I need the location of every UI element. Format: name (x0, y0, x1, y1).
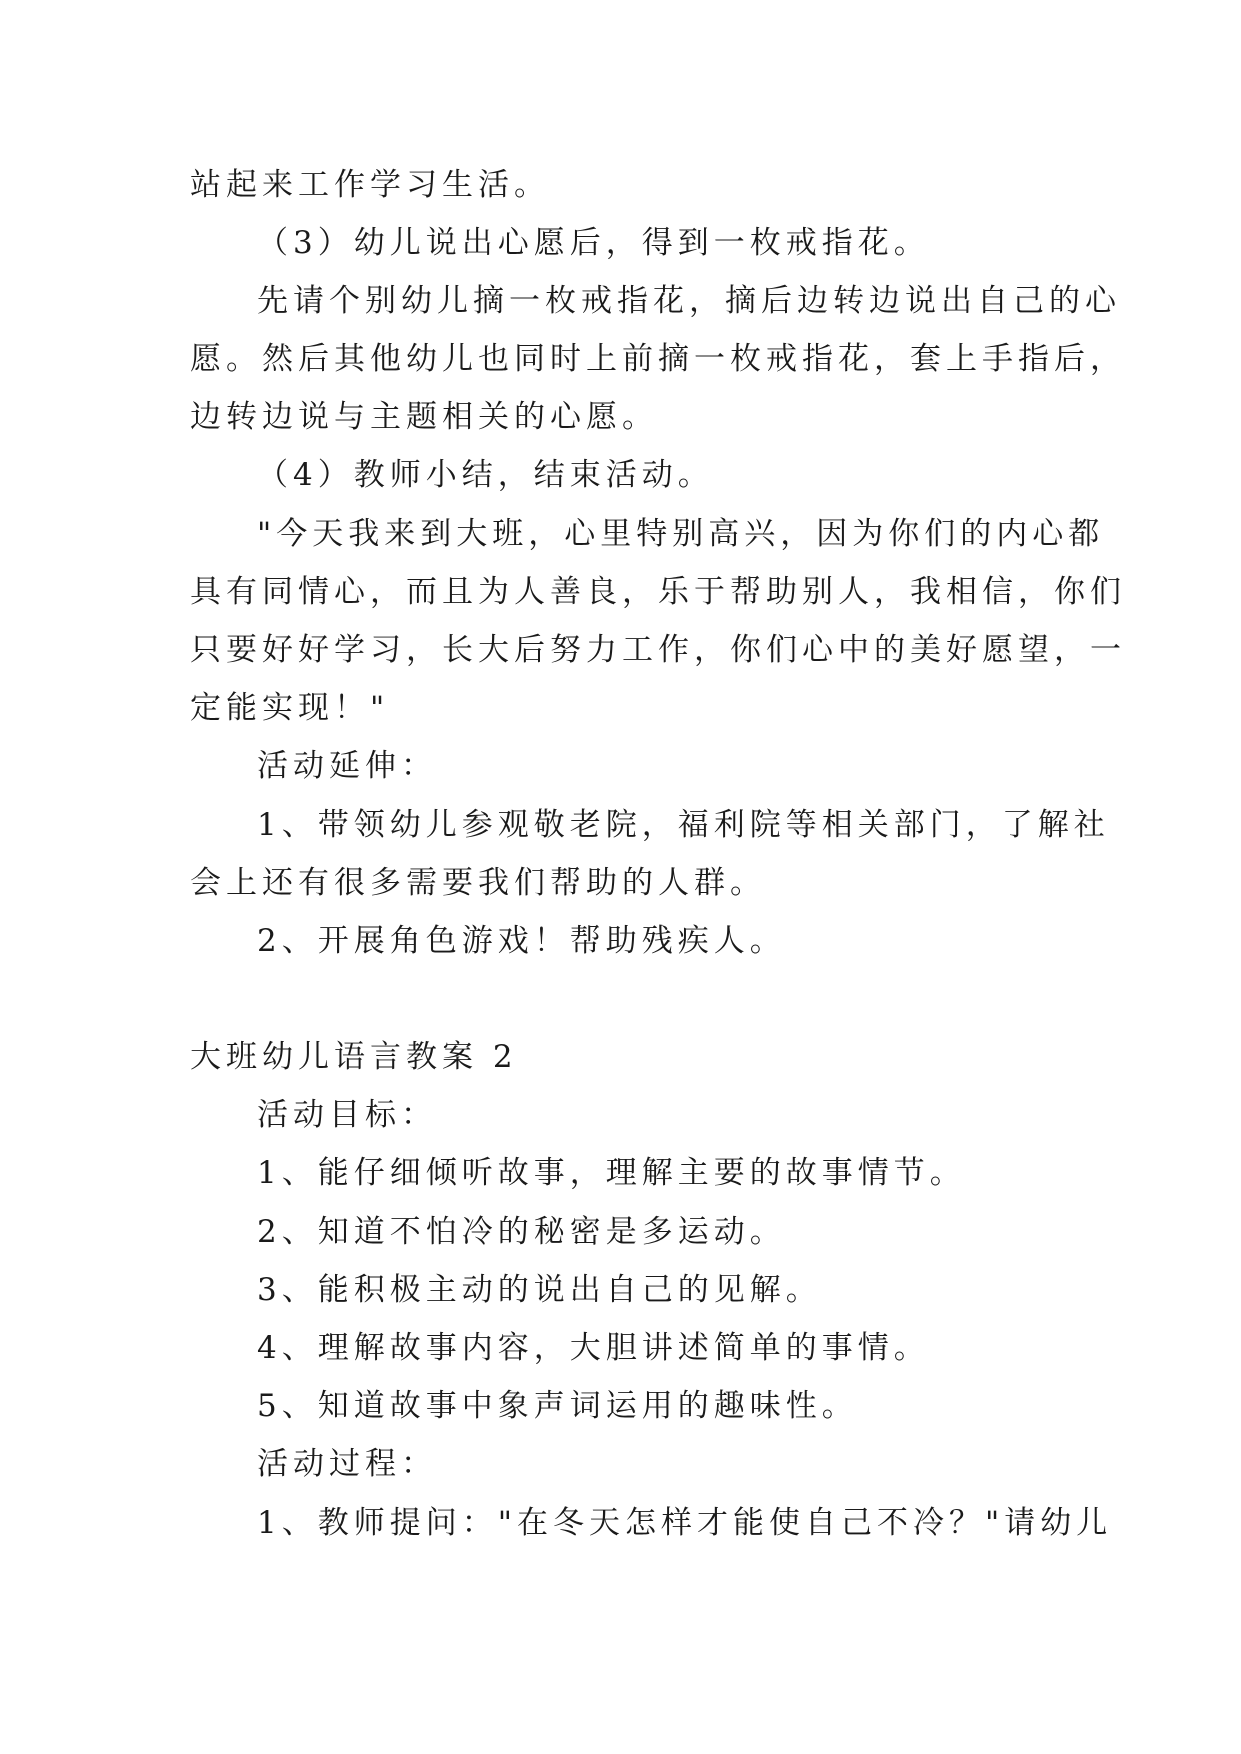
section-label-process: 活动过程： (257, 1446, 437, 1482)
list-item: 3、能积极主动的说出自己的见解。 (257, 1272, 822, 1308)
paragraph-line: 会上还有很多需要我们帮助的人群。 (190, 865, 766, 901)
paragraph-line: 具有同情心，而且为人善良，乐于帮助别人，我相信，你们 (190, 574, 1126, 610)
lesson-title: 大班幼儿语言教案 2 (190, 1039, 518, 1075)
paragraph-line: 只要好好学习，长大后努力工作，你们心中的美好愿望，一 (190, 632, 1126, 668)
paragraph-line: 愿。然后其他幼儿也同时上前摘一枚戒指花，套上手指后， (190, 341, 1126, 377)
step-3-heading: （3）幼儿说出心愿后，得到一枚戒指花。 (257, 225, 930, 261)
paragraph-line: 先请个别幼儿摘一枚戒指花，摘后边转边说出自己的心 (257, 283, 1121, 319)
list-item: 5、知道故事中象声词运用的趣味性。 (257, 1388, 858, 1424)
list-item: 2、开展角色游戏！帮助残疾人。 (257, 923, 786, 959)
list-item: 1、能仔细倾听故事，理解主要的故事情节。 (257, 1155, 966, 1191)
paragraph-line: "今天我来到大班，心里特别高兴，因为你们的内心都 (257, 516, 1105, 552)
step-4-heading: （4）教师小结，结束活动。 (257, 457, 714, 493)
section-label-extension: 活动延伸： (257, 748, 437, 784)
section-label-goals: 活动目标： (257, 1097, 437, 1133)
list-item: 1、带领幼儿参观敬老院，福利院等相关部门，了解社 (257, 807, 1110, 843)
paragraph-line: 定能实现！" (190, 690, 390, 726)
list-item: 1、教师提问："在冬天怎样才能使自己不冷？"请幼儿 (257, 1505, 1113, 1541)
list-item: 4、理解故事内容，大胆讲述简单的事情。 (257, 1330, 930, 1366)
paragraph-line: 站起来工作学习生活。 (190, 167, 550, 203)
list-item: 2、知道不怕冷的秘密是多运动。 (257, 1214, 786, 1250)
paragraph-line: 边转边说与主题相关的心愿。 (190, 399, 658, 435)
